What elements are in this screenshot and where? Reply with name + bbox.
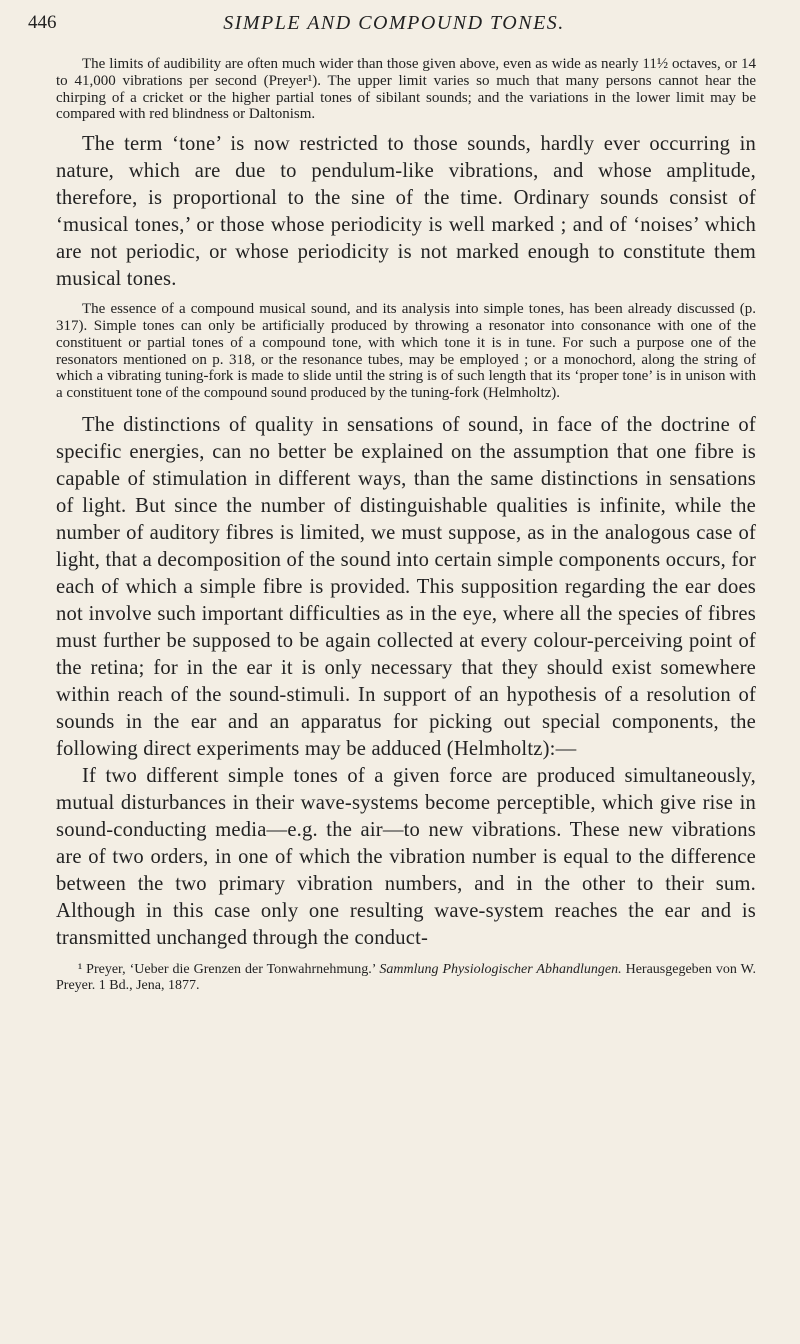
paragraph-compound-sound: The essence of a compound musical sound, and its analysis into simple tones, has been already discussed (p. 317). Simple tones can only be artificially produced by throwing a resonator into consonance with one of the constituent or partial tones of a compound tone, with which tone it is in tune. For such a purpose one of the resonators mentioned on p. 318, or the resonance tubes, may be employed ; or a monochord, along the string of which a vibrating tuning-fork is made to slide until the string is of such length that its ‘proper tone’ is in unison with a constituent tone of the compound sound produced by the tuning-fork (Helmholtz). (56, 301, 756, 402)
footnote-publisher: Herausgegeben von W. Preyer. 1 Bd., Jena, 1877. (56, 961, 757, 993)
paragraph-tone-definition: The term ‘tone’ is now restricted to those sounds, hardly ever occurring in nature, which are due to pendulum-like vibrations, and whose amplitude, therefore, is proportional to the sine of the time. Ordinary sounds consist of ‘musical tones,’ or those whose periodicity is well marked ; and of ‘noises’ which are not periodic, or whose periodicity is not marked enough to constitute them musical tones. (56, 133, 756, 291)
page-header (28, 12, 760, 42)
paragraph-quality-distinctions: The distinctions of quality in sensations of sound, in face of the doctrine of specific energies, can no better be explained on the assumption that one fibre is capable of stimulation in different ways, than the same distinctions in sensations of light. But since the number of distinguishable qualities is infinite, while the number of auditory fibres is limited, we must suppose, as in the analogous case of light, that a decomposition of the sound into certain simple components occurs, for each of which a simple fibre is provided. This supposition regarding the ear does not involve such important difficulties as in the eye, where all the species of fibres must further be supposed to be again collected at every colour-perceiving point of the retina; for in the ear it is only necessary that they should exist somewhere within reach of the sound-stimuli. In support of an hypothesis of a resolution of sounds in the ear and an apparatus for picking out special components, the following direct experiments may be adduced (Helmholtz):— (56, 413, 756, 760)
footnote-journal: Sammlung Physiologischer Abhandlungen. (379, 961, 622, 977)
footnote (56, 962, 756, 994)
paragraph-audibility-limits: The limits of audibility are often much wider than those given above, even as wide as nearly 11½ octaves, or 14 to 41,000 vibrations per second (Preyer¹). The upper limit varies so much that many persons cannot hear the chirping of a cricket or the higher partial tones of sibilant sounds; and the variations in the lower limit may be compared with red blindness or Daltonism. (56, 56, 756, 123)
page-number: 446 (28, 12, 57, 33)
page-body (56, 56, 756, 994)
paragraph-combination-tones: If two different simple tones of a given force are produced simultaneously, mutual disturbances in their wave-systems become perceptible, which give rise in sound-conducting media—e.g. the air—to new vibrations. These new vibrations are of two orders, in one of which the vibration number is equal to the difference between the two primary vibration numbers, and in the other to their sum. Although in this case only one resulting wave-system reaches the ear and is transmitted unchanged through the conduct- (56, 764, 756, 949)
running-title: SIMPLE AND COMPOUND TONES. (223, 12, 565, 34)
footnote-text: ¹ Preyer, ‘Ueber die Grenzen der Tonwahrnehmung.’ (78, 961, 376, 977)
